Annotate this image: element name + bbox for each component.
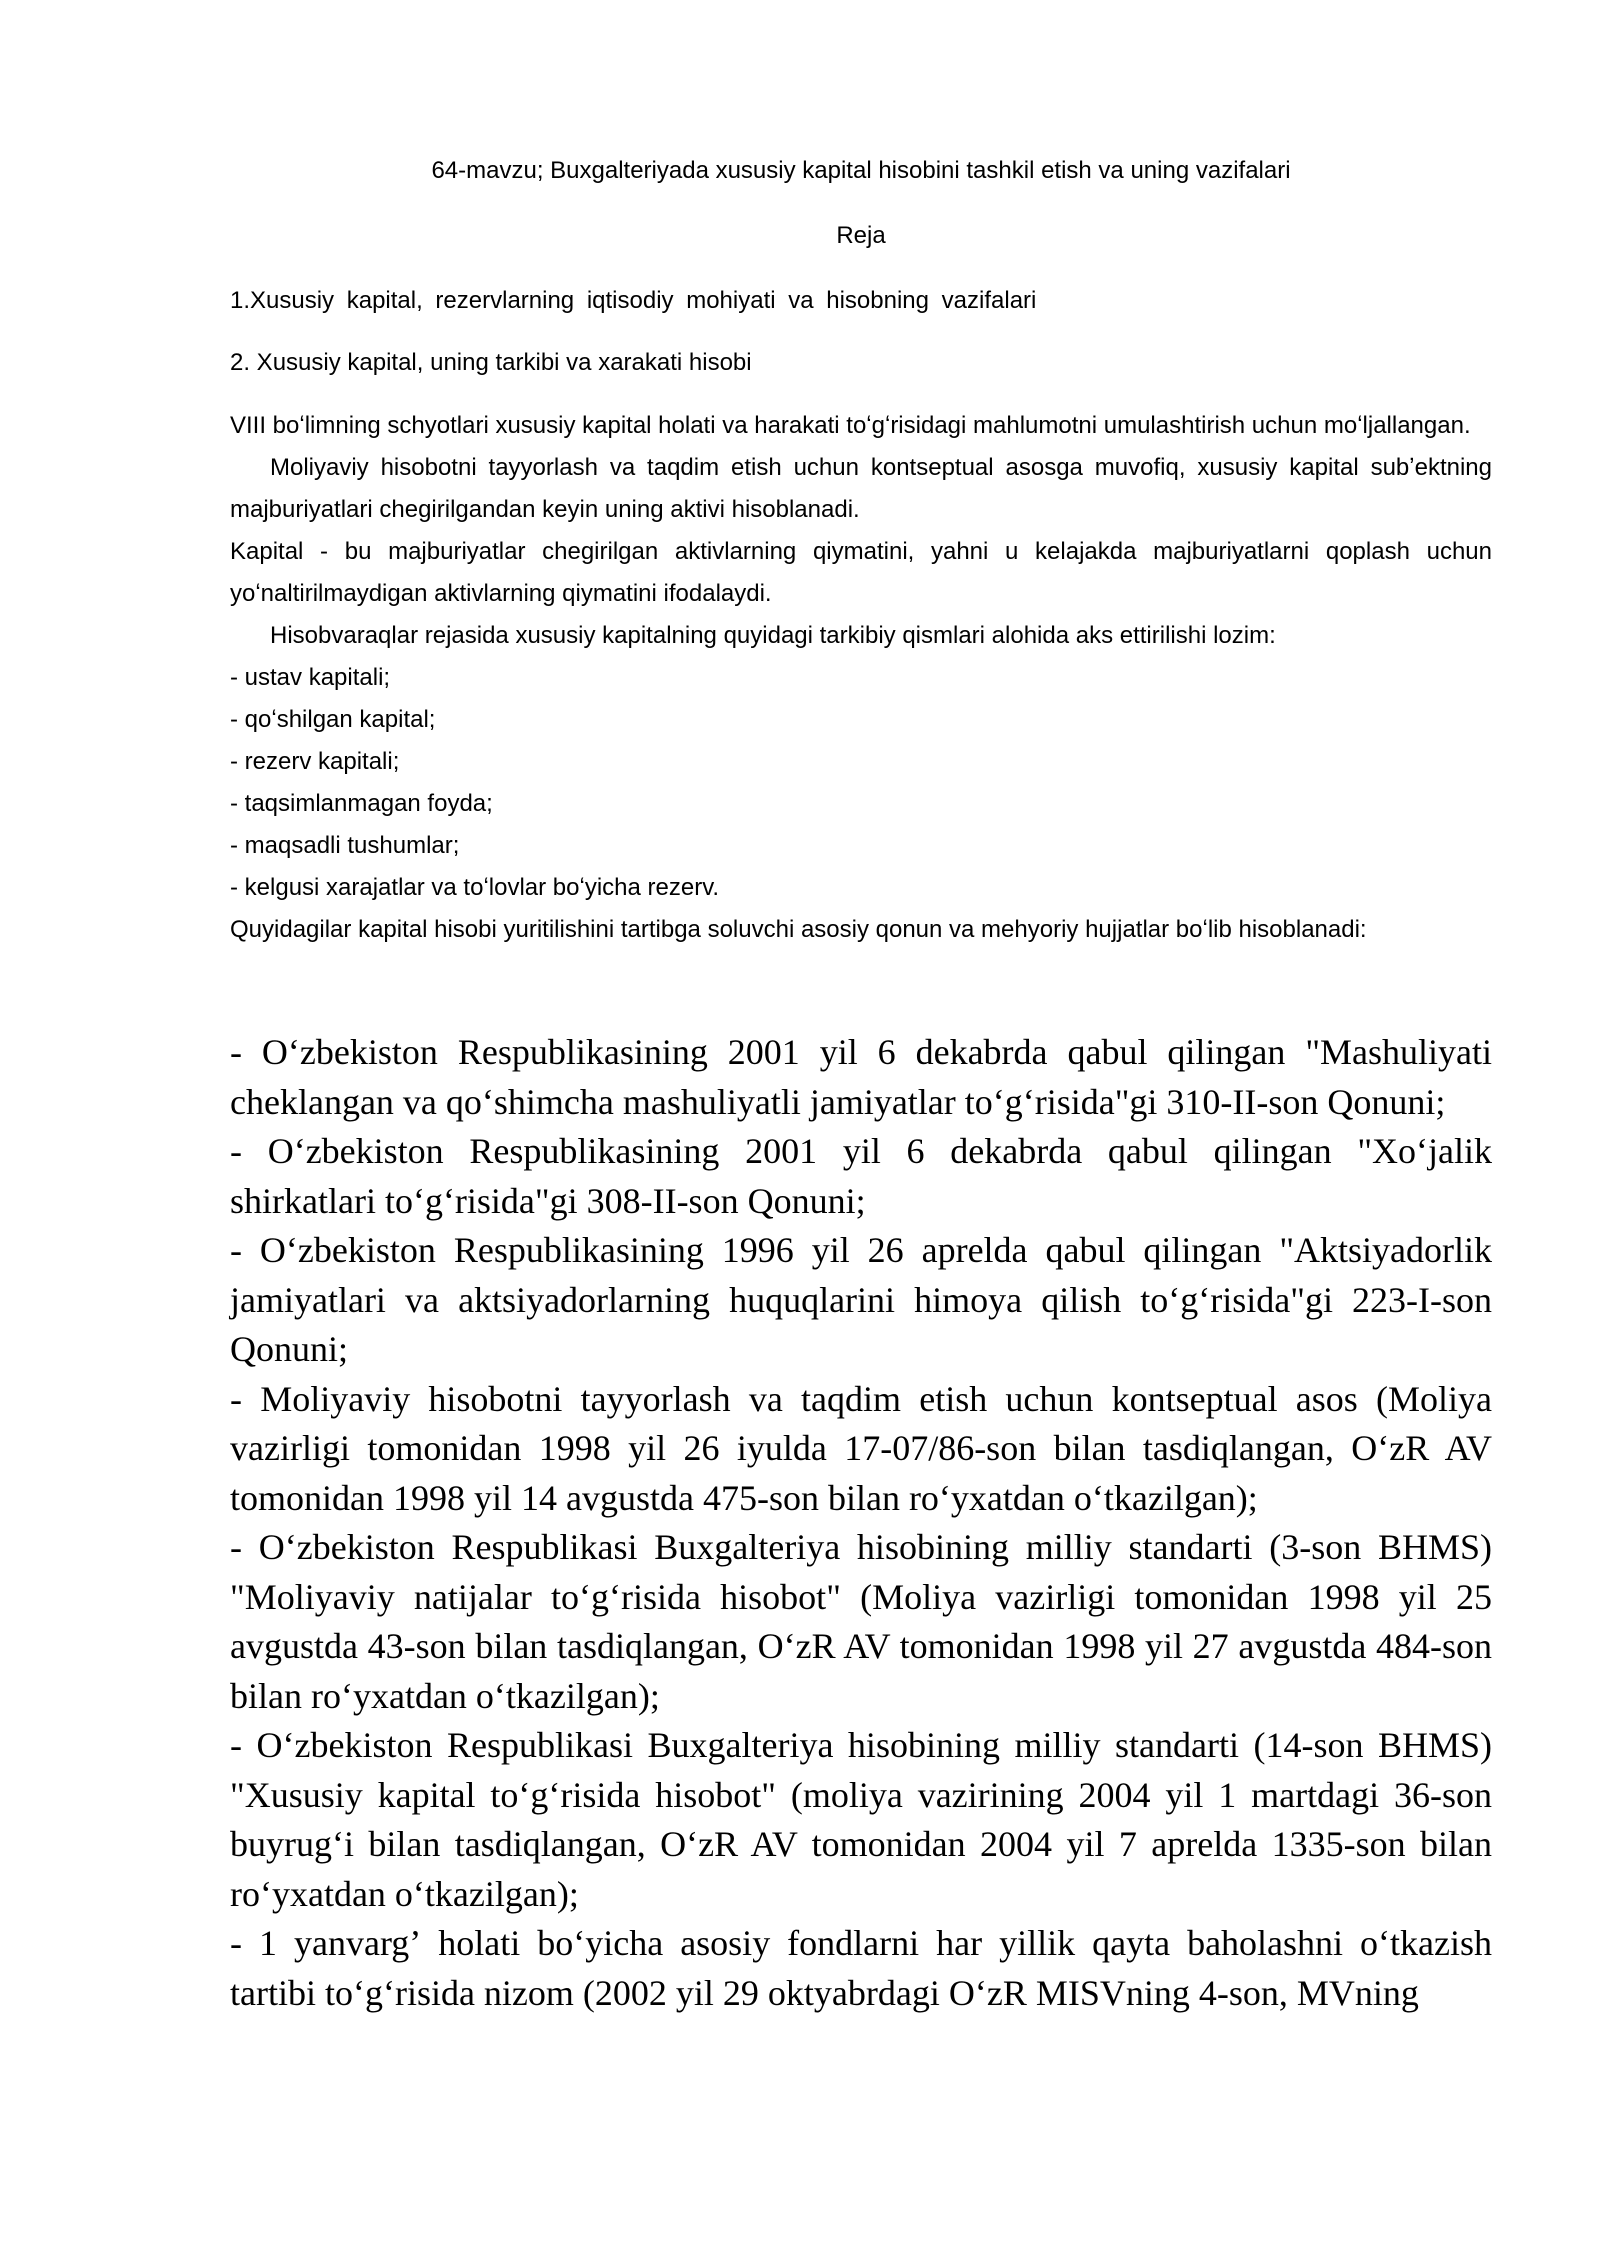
body-text bbox=[230, 405, 1492, 951]
law-item: - Oʻzbekiston Respublikasi Buxgalteriya hisobining milliy standarti (3-son BHMS) "Moliyaviy natijalar toʻgʻrisida hisobot" (Moliya vazirligi tomonidan 1998 yil 25 avgustda 43-son bilan tasdiqlangan, OʻzR AV tomonidan 1998 yil 27 avgustda 484-son bilan roʻyxatdan oʻtkazilgan); bbox=[230, 1527, 1492, 1716]
plan-item-1: 1.Xususiy kapital, rezervlarning iqtisodiy mohiyati va hisobning vazifalari bbox=[230, 287, 1037, 314]
law-item: - 1 yanvargʼ holati boʻyicha asosiy fondlarni har yillik qayta baholashni oʻtkazish tartibi toʻgʻrisida nizom (2002 yil 29 oktyabrdagi OʻzR MISVning 4-son, MVning bbox=[230, 1923, 1492, 2013]
law-item: - Oʻzbekiston Respublikasining 1996 yil 26 aprelda qabul qilingan "Aktsiyadorlik jamiyatlari va aktsiyadorlarning huquqlarini himoya qilish toʻgʻrisida"gi 223-I-son Qonuni; bbox=[230, 1230, 1492, 1369]
component-item: - ustav kapitali; bbox=[230, 664, 391, 691]
component-item: - kelgusi xarajatlar va toʻlovlar boʻyicha rezerv. bbox=[230, 874, 720, 901]
law-item: - Oʻzbekiston Respublikasining 2001 yil 6 dekabrda qabul qilingan "Mashuliyati cheklangan va qoʻshimcha mashuliyatli jamiyatlar toʻgʻrisida"gi 310-II-son Qonuni; bbox=[230, 1032, 1492, 1122]
paragraph-accounts: VIII boʻlimning schyotlari xususiy kapital holati va harakati toʻgʻrisidagi mahlumotni umulashtirish uchun moʻljallangan. bbox=[230, 412, 1471, 439]
laws-list bbox=[230, 1028, 1492, 2018]
component-item: - maqsadli tushumlar; bbox=[230, 832, 460, 859]
paragraph-components-intro: Hisobvaraqlar rejasida xususiy kapitalning quyidagi tarkibiy qismlari alohida aks ettirilishi lozim: bbox=[270, 622, 1276, 649]
component-item: - qoʻshilgan kapital; bbox=[230, 706, 436, 733]
paragraph-concept: Moliyaviy hisobotni tayyorlash va taqdim etish uchun kontseptual asosga muvofiq, xususiy kapital subʼektning majburiyatlari chegirilgandan keyin uning aktivi hisoblanadi. bbox=[230, 454, 1492, 523]
component-item: - taqsimlanmagan foyda; bbox=[230, 790, 493, 817]
paragraph-laws-intro: Quyidagilar kapital hisobi yuritilishini tartibga soluvchi asosiy qonun va mehyoriy hujjatlar boʻlib hisoblanadi: bbox=[230, 916, 1367, 943]
plan-item-2: 2. Xususiy kapital, uning tarkibi va xarakati hisobi bbox=[230, 349, 752, 376]
law-item: - Oʻzbekiston Respublikasi Buxgalteriya hisobining milliy standarti (14-son BHMS) "Xususiy kapital toʻgʻrisida hisobot" (moliya vazirining 2004 yil 1 martdagi 36-son buyrugʻi bilan tasdiqlangan, OʻzR AV tomonidan 2004 yil 7 aprelda 1335-son bilan roʻyxatdan oʻtkazilgan); bbox=[230, 1725, 1492, 1914]
law-item: - Oʻzbekiston Respublikasining 2001 yil 6 dekabrda qabul qilingan "Xoʻjalik shirkatlari toʻgʻrisida"gi 308-II-son Qonuni; bbox=[230, 1131, 1492, 1221]
component-item: - rezerv kapitali; bbox=[230, 748, 400, 775]
law-item: - Moliyaviy hisobotni tayyorlash va taqdim etish uchun kontseptual asos (Moliya vazirligi tomonidan 1998 yil 26 iyulda 17-07/86-son bilan tasdiqlangan, OʻzR AV tomonidan 1998 yil 14 avgustda 475-son bilan roʻyxatdan oʻtkazilgan); bbox=[230, 1378, 1492, 1518]
document-title: 64-mavzu; Buxgalteriyada xususiy kapital hisobini tashkil etish va uning vazifalari bbox=[431, 157, 1291, 184]
plan-heading: Reja bbox=[836, 222, 886, 249]
paragraph-capital-definition: Kapital - bu majburiyatlar chegirilgan aktivlarning qiymatini, yahni u kelajakda majburiyatlarni qoplash uchun yoʻnaltirilmaydigan aktivlarning qiymatini ifodalaydi. bbox=[230, 538, 1492, 607]
